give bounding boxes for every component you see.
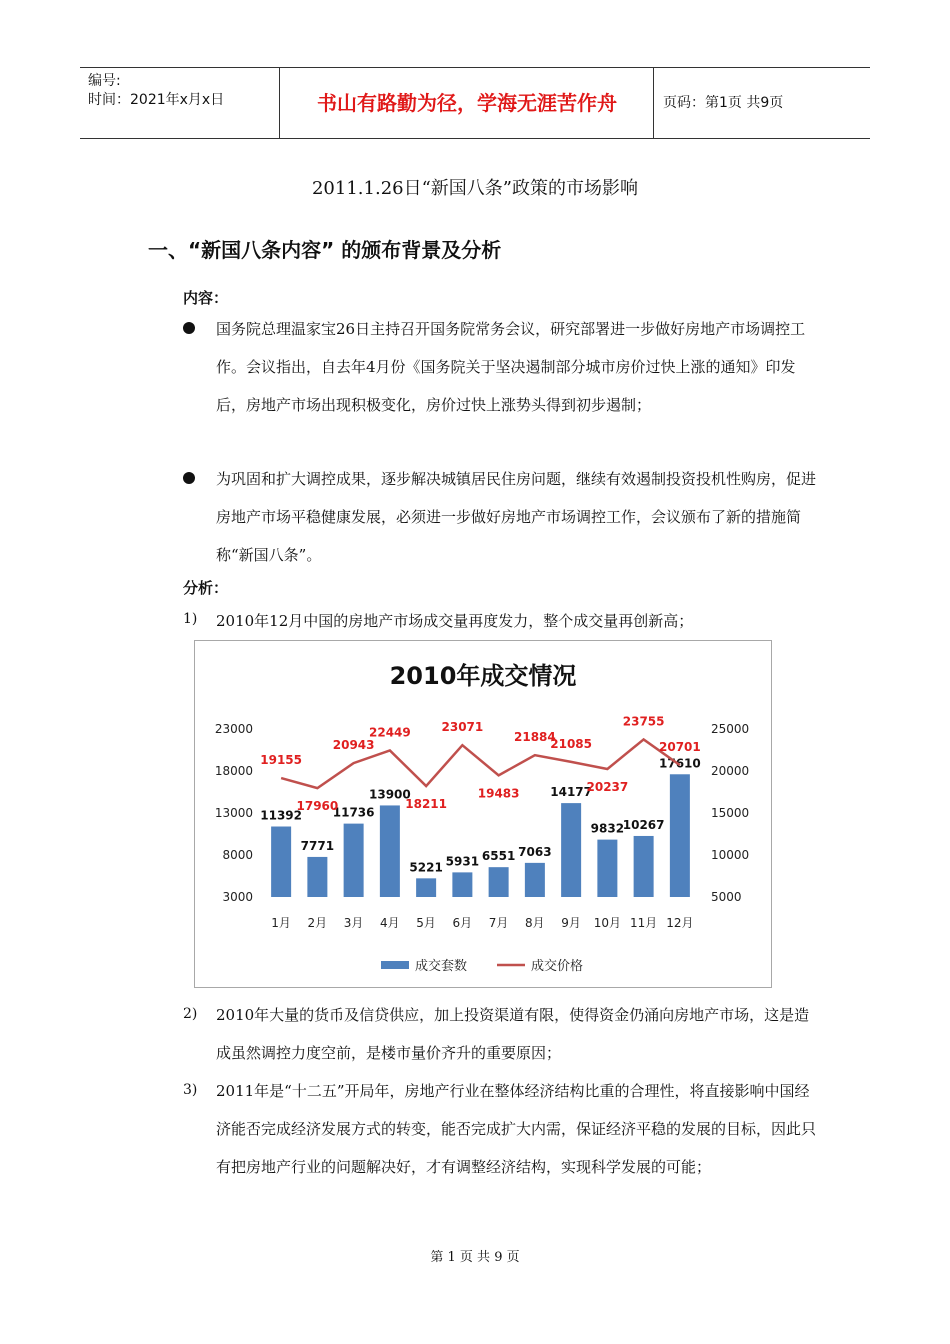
line-data-label: 20701 [659,740,701,755]
x-tick-label: 2月 [307,916,328,930]
analysis-label: 分析： [183,579,229,597]
y-right-tick-label: 25000 [711,722,750,736]
x-tick-label: 8月 [525,916,545,930]
item-text: 2010年大量的货币及信贷供应，加上投资渠道有限，使得资金仍涌向房地产市场，这是造成虽然调控力度空前，是楼市量价齐升的重要原因； [216,1006,810,1062]
code-label: 编号: [88,73,121,89]
item-number: 2) [183,1006,198,1022]
y-right-tick-label: 10000 [711,848,750,862]
bar-data-label: 11392 [260,808,302,823]
page-footer: 第 1 页 共 9 页 [430,1250,520,1265]
time-label: 时间：2021年x月x日 [88,92,225,108]
page-header [80,67,870,139]
legend-bar-swatch [381,961,409,969]
section-heading: 一、“新国八条内容” 的颁布背景及分析 [148,238,502,262]
y-left-tick-label: 13000 [214,806,253,820]
bullet-icon [183,322,195,334]
bar-data-label: 14177 [550,785,592,800]
bullet-paragraph: 为巩固和扩大调控成果，逐步解决城镇居民住房问题，继续有效遏制投资投机性购房，促进房地产市场平稳健康发展，必须进一步做好房地产市场调控工作，会议颁布了新的措施简称“新国八条”。 [216,470,817,564]
bar-data-label: 7771 [300,838,335,853]
legend-bar-label: 成交套数 [415,959,468,974]
line-data-label: 17960 [296,799,339,814]
bar-data-label: 9832 [590,821,625,836]
line-data-label: 19155 [260,753,302,768]
line-data-label: 21884 [514,730,556,745]
x-tick-label: 5月 [416,916,436,930]
bar [416,878,436,897]
header-motto: 书山有路勤为径，学海无涯苦作舟 [281,68,654,138]
bar-data-label: 6551 [481,849,516,864]
y-left-tick-label: 3000 [222,890,253,904]
chart-svg [195,641,771,987]
line-data-label: 20237 [586,780,629,795]
bar [634,836,654,897]
legend-line-label: 成交价格 [531,959,584,974]
line-data-label: 23755 [622,714,665,729]
bar [561,803,581,897]
bar [597,840,617,897]
bar [271,827,291,897]
x-tick-label: 3月 [343,916,364,930]
y-right-tick-label: 5000 [711,890,742,904]
bullet-paragraph: 国务院总理温家宝26日主持召开国务院常务会议，研究部署进一步做好房地产市场调控工作。会议指出，自去年4月份《国务院关于坚决遏制部分城市房价过快上涨的通知》印发后，房地产市场出现积极变化，房价过快上涨势头得到初步遏制； [216,320,806,414]
line-data-label: 21085 [550,736,592,751]
y-right-tick-label: 15000 [711,806,750,820]
y-left-tick-label: 23000 [214,722,253,736]
header-page-label: 页码：第1页 共9页 [663,95,784,111]
bar [344,824,364,897]
x-tick-label: 7月 [488,916,509,930]
x-tick-label: 4月 [380,916,400,930]
line-data-label: 23071 [441,720,484,735]
line-data-label: 18211 [405,797,447,812]
chart-title: 2010年成交情况 [389,662,577,690]
item-text: 2010年12月中国的房地产市场成交量再度发力，整个成交量再创新高； [216,612,694,630]
item-number: 1) [183,611,198,627]
header-meta [80,68,280,138]
item-number: 3) [183,1082,198,1098]
line-data-label: 20943 [332,738,375,753]
bar [452,872,472,897]
x-tick-label: 9月 [561,916,581,930]
document-title: 2011.1.26日“新国八条”政策的市场影响 [311,178,638,199]
x-tick-label: 10月 [593,916,622,930]
x-tick-label: 12月 [666,916,694,930]
y-left-tick-label: 8000 [222,848,253,862]
bar-data-label: 5931 [445,854,480,869]
y-left-tick-label: 18000 [214,764,253,778]
line-data-label: 22449 [369,725,411,740]
item-text: 2011年是“十二五”开局年，房地产行业在整体经济结构比重的合理性，将直接影响中国经济能否完成经济发展方式的转变，能否完成扩大内需，保证经济平稳的发展的目标，因此只有把房地产行业的问题解决好，才有调整经济结构，实现科学发展的可能； [216,1082,817,1176]
bar-data-label: 10267 [622,817,665,832]
bar [380,805,400,897]
x-tick-label: 1月 [271,916,291,930]
bar-data-label: 7063 [518,844,552,859]
bar-data-label: 17610 [659,756,701,771]
content-label: 内容： [183,289,229,307]
bar [489,867,509,897]
line-data-label: 19483 [477,786,520,801]
x-tick-label: 6月 [452,916,473,930]
bar [525,863,545,897]
bullet-icon [183,472,195,484]
bar-data-label: 13900 [369,787,411,802]
sales-chart [194,640,772,988]
bar-data-label: 5221 [409,860,443,875]
bar [307,857,327,897]
bar [670,774,690,897]
x-tick-label: 11月 [629,916,658,930]
bar-data-label: 11736 [332,805,375,820]
y-right-tick-label: 20000 [711,764,750,778]
